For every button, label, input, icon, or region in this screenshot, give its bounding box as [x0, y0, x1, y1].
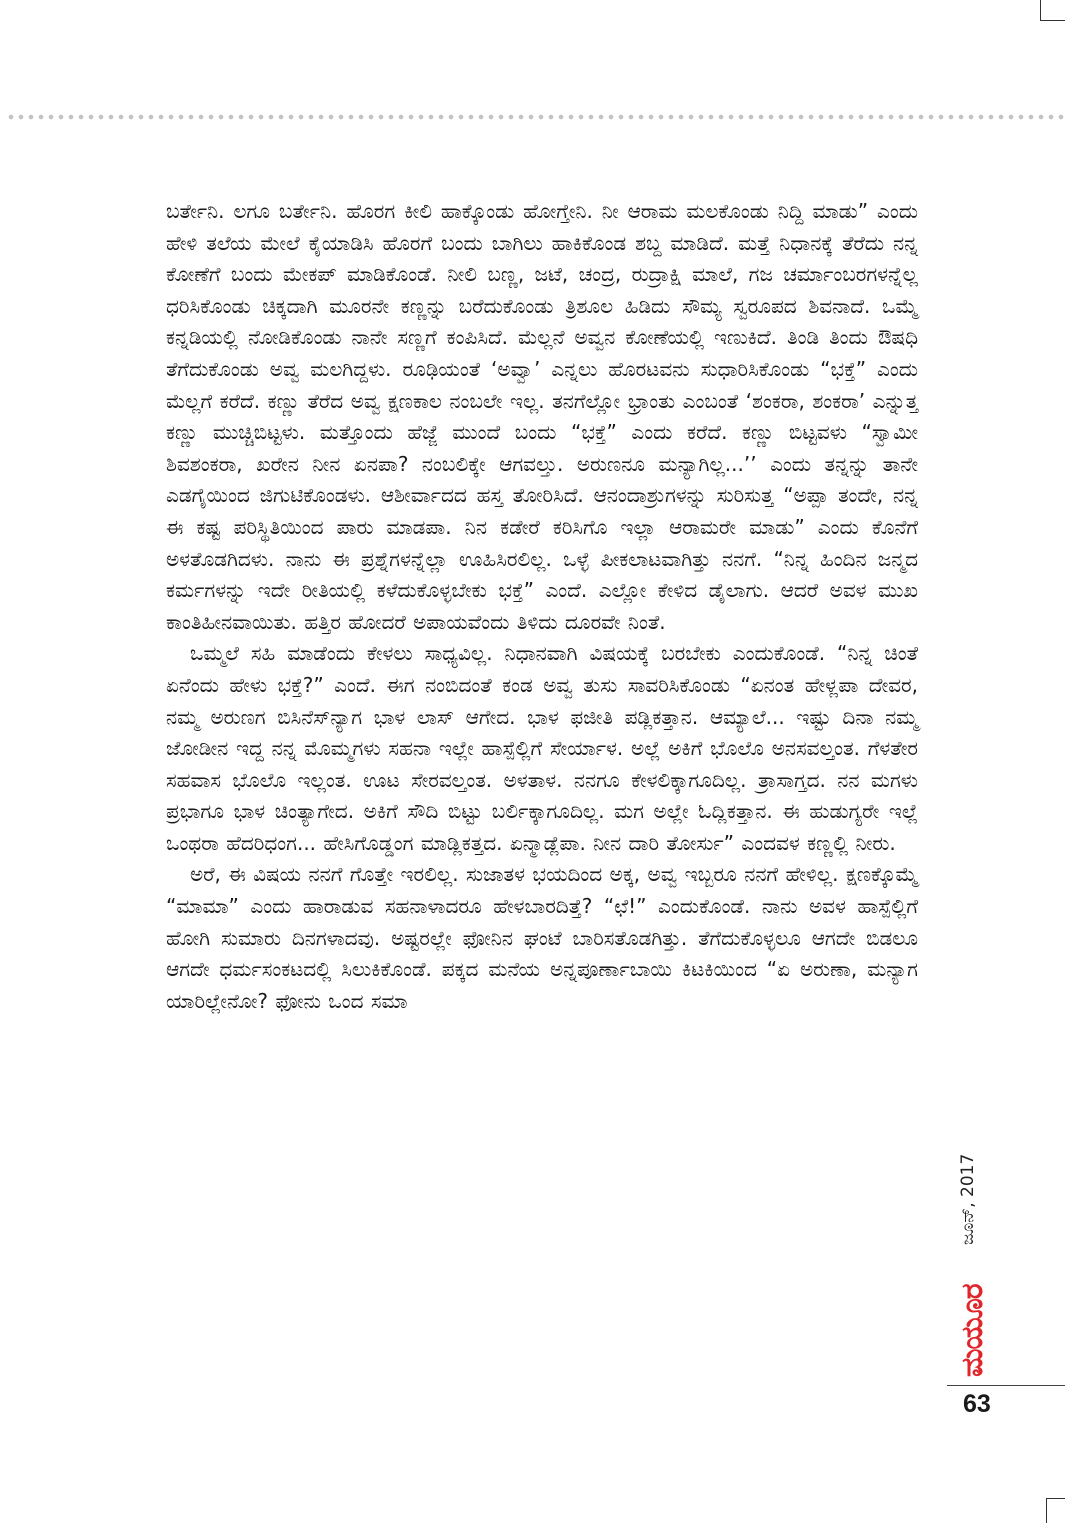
page-number: 63: [963, 1390, 991, 1418]
crop-mark-top: [1040, 0, 1065, 21]
paragraph-2: ಒಮ್ಮಲೆ ಸಹಿ ಮಾಡೆಂದು ಕೇಳಲು ಸಾಧ್ಯವಿಲ್ಲ. ನಿಧಾನವಾಗಿ ವಿಷಯಕ್ಕೆ ಬರಬೇಕು ಎಂದುಕೊಂಡೆ. “ನಿನ್ನ ಚಿಂತೆ ಏನೆಂದು ಹೇಳು ಭಕ್ತೆ?” ಎಂದೆ. ಈಗ ನಂಬಿದಂತೆ ಕಂಡ ಅವ್ವ ತುಸು ಸಾವರಿಸಿಕೊಂಡು “ಏನಂತ ಹೇಳ್ಲಪಾ ದೇವರ, ನಮ್ಮ ಅರುಣಗ ಬಿಸಿನೆಸ್‌ನ್ಯಾಗ ಭಾಳ ಲಾಸ್ ಆಗೇದ. ಭಾಳ ಫಜೀತಿ ಪಡ್ಲಿಕತ್ತಾನ. ಆಮ್ಯಾಲೆ... ಇಷ್ಟು ದಿನಾ ನಮ್ಮ ಜೋಡೀನ ಇದ್ದ ನನ್ನ ಮೊಮ್ಮಗಳು ಸಹನಾ ಇಲ್ಲೇ ಹಾಸ್ಪೆಲ್ಲಿಗೆ ಸೇರ್ಯಾಳ. ಅಲ್ಲೆ ಅಕಿಗೆ ಭೊಲೊ ಅನಸವಲ್ತಂತ. ಗೆಳತೇರ ಸಹವಾಸ ಭೊಲೊ ಇಲ್ಲಂತ. ಊಟ ಸೇರವಲ್ತಂತ. ಅಳತಾಳ. ನನಗೂ ಕೇಳಲಿಕ್ಕಾಗೂದಿಲ್ಲ. ತ್ರಾಸಾಗ್ತದ. ನನ ಮಗಳು ಪ್ರಭಾಗೂ ಭಾಳ ಚಿಂತ್ಯಾಗೇದ. ಅಕಿಗೆ ಸೌದಿ ಬಿಟ್ಟು ಬರ್ಲಿಕ್ಕಾಗೂದಿಲ್ಲ. ಮಗ ಅಲ್ಲೇ ಓದ್ಲಿಕತ್ತಾನ. ಈ ಹುಡುಗ್ಯರೇ ಇಲ್ಲೆ ಒಂಥರಾ ಹೆದರಿಧಂಗ... ಹೇಸಿಗೊಡ್ಡಂಗ ಮಾಡ್ಲಿಕತ್ತದ. ಏನ್ಮಾಡ್ಲೆಪಾ. ನೀನ ದಾರಿ ತೋರ್ಸು” ಎಂದವಳ ಕಣ್ಣಲ್ಲಿ ನೀರು.: [166, 641, 918, 855]
issue-date: ಜೂನ್, 2017: [958, 1153, 978, 1245]
dotted-divider: [6, 114, 1066, 120]
article-body: [166, 196, 918, 1017]
paragraph-1: ಬರ್ತೇನಿ. ಲಗೂ ಬರ್ತೇನಿ. ಹೊರಗ ಕೀಲಿ ಹಾಕ್ಕೊಂಡು ಹೋಗ್ತೇನಿ. ನೀ ಆರಾಮ ಮಲಕೊಂಡು ನಿದ್ದಿ ಮಾಡು” ಎಂದು ಹೇಳಿ ತಲೆಯ ಮೇಲೆ ಕೈಯಾಡಿಸಿ ಹೊರಗೆ ಬಂದು ಬಾಗಿಲು ಹಾಕಿಕೊಂಡ ಶಬ್ದ ಮಾಡಿದೆ. ಮತ್ತೆ ನಿಧಾನಕ್ಕೆ ತೆರೆದು ನನ್ನ ಕೋಣೆಗೆ ಬಂದು ಮೇಕಪ್ ಮಾಡಿಕೊಂಡೆ. ನೀಲಿ ಬಣ್ಣ, ಜಟೆ, ಚಂದ್ರ, ರುದ್ರಾಕ್ಷಿ ಮಾಲೆ, ಗಜ ಚರ್ಮಾಂಬರಗಳನ್ನೆಲ್ಲ ಧರಿಸಿಕೊಂಡು ಚಿಕ್ಕದಾಗಿ ಮೂರನೇ ಕಣ್ಣನ್ನು ಬರೆದುಕೊಂಡು ತ್ರಿಶೂಲ ಹಿಡಿದು ಸೌಮ್ಯ ಸ್ವರೂಪದ ಶಿವನಾದೆ. ಒಮ್ಮೆ ಕನ್ನಡಿಯಲ್ಲಿ ನೋಡಿಕೊಂಡು ನಾನೇ ಸಣ್ಣಗೆ ಕಂಪಿಸಿದೆ. ಮೆಲ್ಲನೆ ಅವ್ವನ ಕೋಣೆಯಲ್ಲಿ ಇಣುಕಿದೆ. ತಿಂಡಿ ತಿಂದು ಔಷಧಿ ತೆಗೆದುಕೊಂಡು ಅವ್ವ ಮಲಗಿದ್ದಳು. ರೂಢಿಯಂತೆ ‘ಅವ್ವಾ’ ಎನ್ನಲು ಹೊರಟವನು ಸುಧಾರಿಸಿಕೊಂಡು “ಭಕ್ತೆ” ಎಂದು ಮೆಲ್ಲಗೆ ಕರೆದೆ. ಕಣ್ಣು ತೆರೆದ ಅವ್ವ ಕ್ಷಣಕಾಲ ನಂಬಲೇ ಇಲ್ಲ. ತನಗೆಲ್ಲೋ ಭ್ರಾಂತು ಎಂಬಂತೆ ‘ಶಂಕರಾ, ಶಂಕರಾ’ ಎನ್ನುತ್ತ ಕಣ್ಣು ಮುಚ್ಚಿಬಿಟ್ಟಳು. ಮತ್ತೊಂದು ಹೆಜ್ಜೆ ಮುಂದೆ ಬಂದು “ಭಕ್ತೆ” ಎಂದು ಕರೆದೆ. ಕಣ್ಣು ಬಿಟ್ಟವಳು “ಸ್ವಾಮೀ ಶಿವಶಂಕರಾ, ಖರೇನ ನೀನ ಏನಪಾ? ನಂಬಲಿಕ್ಕೇ ಆಗವಲ್ತು. ಅರುಣನೂ ಮನ್ಯಾಗಿಲ್ಲ...’’ ಎಂದು ತನ್ನನ್ನು ತಾನೇ ಎಡಗೈಯಿಂದ ಜಿಗುಟಿಕೊಂಡಳು. ಆಶೀರ್ವಾದದ ಹಸ್ತ ತೋರಿಸಿದೆ. ಆನಂದಾಶ್ರುಗಳನ್ನು ಸುರಿಸುತ್ತ “ಅಪ್ಪಾ ತಂದೇ, ನನ್ನ ಈ ಕಷ್ಟ ಪರಿಸ್ಥಿತಿಯಿಂದ ಪಾರು ಮಾಡಪಾ. ನಿನ ಕಡೇರೆ ಕರಿಸಿಗೊ ಇಲ್ಲಾ ಆರಾಮರೇ ಮಾಡು” ಎಂದು ಕೊನೆಗೆ ಅಳತೊಡಗಿದಳು. ನಾನು ಈ ಪ್ರಶ್ನೆಗಳನ್ನೆಲ್ಲಾ ಊಹಿಸಿರಲಿಲ್ಲ. ಒಳ್ಳೆ ಪೀಕಲಾಟವಾಗಿತ್ತು ನನಗೆ. “ನಿನ್ನ ಹಿಂದಿನ ಜನ್ಮದ ಕರ್ಮಗಳನ್ನು ಇದೇ ರೀತಿಯಲ್ಲಿ ಕಳೆದುಕೊಳ್ಳಬೇಕು ಭಕ್ತೆ” ಎಂದೆ. ಎಲ್ಲೋ ಕೇಳಿದ ಡೈಲಾಗು. ಆದರೆ ಅವಳ ಮುಖ ಕಾಂತಿಹೀನವಾಯಿತು. ಹತ್ತಿರ ಹೋದರೆ ಅಪಾಯವೆಂದು ತಿಳಿದು ದೂರವೇ ನಿಂತೆ.: [166, 199, 918, 634]
magazine-logo: ಮಯೂರ: [955, 1284, 990, 1377]
page-number-rule: [947, 1385, 1065, 1386]
crop-mark-bottom: [1046, 1498, 1065, 1523]
paragraph-3: ಅರೆ, ಈ ವಿಷಯ ನನಗೆ ಗೊತ್ತೇ ಇರಲಿಲ್ಲ. ಸುಜಾತಳ ಭಯದಿಂದ ಅಕ್ಕ, ಅವ್ವ ಇಬ್ಬರೂ ನನಗೆ ಹೇಳಿಲ್ಲ. ಕ್ಷಣಕ್ಕೊಮ್ಮೆ “ಮಾಮಾ” ಎಂದು ಹಾರಾಡುವ ಸಹನಾಳಾದರೂ ಹೇಳಬಾರದಿತ್ತೆ? “ಛೆ!” ಎಂದುಕೊಂಡೆ. ನಾನು ಅವಳ ಹಾಸ್ಪೆಲ್ಲಿಗೆ ಹೋಗಿ ಸುಮಾರು ದಿನಗಳಾದವು. ಅಷ್ಟರಲ್ಲೇ ಫೋನಿನ ಘಂಟೆ ಬಾರಿಸತೊಡಗಿತ್ತು. ತೆಗೆದುಕೊಳ್ಳಲೂ ಆಗದೇ ಬಿಡಲೂ ಆಗದೇ ಧರ್ಮಸಂಕಟದಲ್ಲಿ ಸಿಲುಕಿಕೊಂಡೆ. ಪಕ್ಕದ ಮನೆಯ ಅನ್ನಪೂರ್ಣಾಬಾಯಿ ಕಿಟಕಿಯಿಂದ “ಏ ಅರುಣಾ, ಮನ್ಯಾಗ ಯಾರಿಲ್ಲೇನೋ? ಫೋನು ಒಂದ ಸಮಾ: [166, 862, 918, 1013]
